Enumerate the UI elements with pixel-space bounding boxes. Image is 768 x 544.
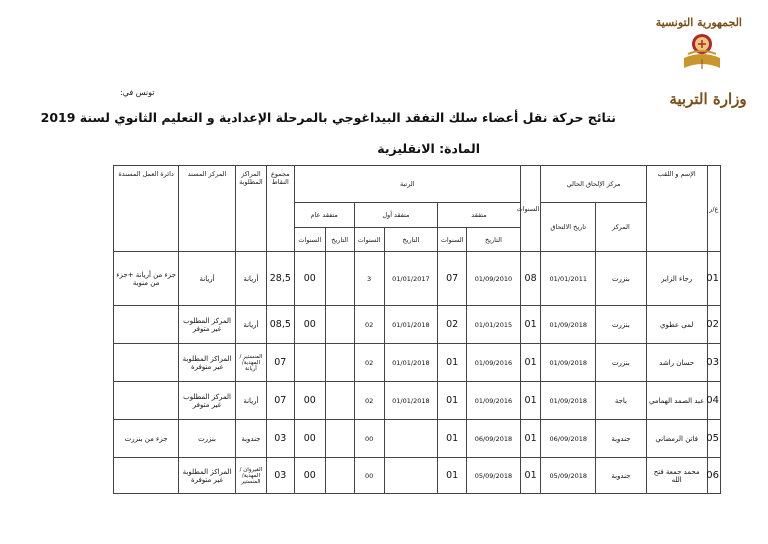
row-first-years: 00 [354,458,384,494]
header-first-date: التاريخ [384,228,438,252]
row-gen-years: 00 [294,382,325,420]
row-first-date: 01/01/2018 [384,306,438,344]
republic-label: الجمهورية التونسية [655,16,742,29]
row-area [114,344,179,382]
row-num: 02 [707,306,720,344]
row-requested: أريانة [235,382,266,420]
row-assigned: المركز المطلوب غير متوفر [179,306,236,344]
header-gen-date: التاريخ [325,228,354,252]
row-gen-years: 00 [294,458,325,494]
row-center: جندوبة [596,458,647,494]
row-first-years: 02 [354,344,384,382]
row-first-years: 02 [354,306,384,344]
row-area: جزء من بنزرت [114,420,179,458]
row-center: بنزرت [596,306,647,344]
row-insp-years: 01 [438,344,467,382]
row-requested: القيروان /المهدية/ المنستير [235,458,266,494]
row-gen-date [325,420,354,458]
row-points: 08,5 [266,306,294,344]
row-assigned: المراكز المطلوبة غير متوفرة [179,344,236,382]
header-insp-date: التاريخ [467,228,521,252]
row-name: لمى عطوي [646,306,707,344]
row-center: بنزرت [596,252,647,306]
row-first-years: 02 [354,382,384,420]
row-points: 03 [266,458,294,494]
header-join-date: تاريخ الالتحاق [541,203,596,252]
row-area [114,306,179,344]
row-insp-years: 01 [438,382,467,420]
row-insp-years: 02 [438,306,467,344]
table-row [114,252,721,306]
ministry-emblem-icon [680,28,724,74]
row-insp-date: 05/09/2018 [467,458,521,494]
row-assigned: بنزرت [179,420,236,458]
row-gen-years: 00 [294,306,325,344]
row-points: 03 [266,420,294,458]
row-first-years: 3 [354,252,384,306]
header-first-inspector: متفقد أول [354,203,438,228]
row-insp-date: 01/09/2010 [467,252,521,306]
row-num: 05 [707,420,720,458]
subject-line: المادة: الانقليزية [377,141,480,156]
row-name: عبد الصمد الهمامي [646,382,707,420]
row-points: 28,5 [266,252,294,306]
row-join-date: 05/09/2018 [541,458,596,494]
row-center: جندوبة [596,420,647,458]
row-num: 04 [707,382,720,420]
row-gen-date [325,458,354,494]
header-rank: الرتبة [294,166,520,203]
row-years: 01 [520,420,541,458]
table-row [114,458,721,494]
row-num: 01 [707,252,720,306]
row-points: 07 [266,344,294,382]
row-insp-date: 01/09/2016 [467,382,521,420]
row-gen-date [325,344,354,382]
row-assigned: المركز المطلوب غير متوفر [179,382,236,420]
row-insp-date: 06/09/2018 [467,420,521,458]
row-insp-date: 01/09/2016 [467,344,521,382]
row-first-date [384,458,438,494]
row-num: 03 [707,344,720,382]
row-name: حسان راشد [646,344,707,382]
row-requested: جندوبة [235,420,266,458]
header-inspector: متفقد [438,203,521,228]
row-join-date: 01/09/2018 [541,344,596,382]
row-first-date: 01/01/2018 [384,344,438,382]
row-first-date: 01/01/2017 [384,252,438,306]
row-assigned: أريانة [179,252,236,306]
row-area: جزء من أريانة +جزء من منوبة [114,252,179,306]
header-current-center: مركز الإلحاق الحالي [541,166,646,203]
row-name: رجاء الزاير [646,252,707,306]
row-first-date: 01/01/2018 [384,382,438,420]
header-first-years: السنوات [354,228,384,252]
row-gen-years: 00 [294,420,325,458]
row-years: 08 [520,252,541,306]
row-insp-years: 01 [438,458,467,494]
header-general-inspector: متفقد عام [294,203,354,228]
header-work-area: دائرة العمل المسندة [114,166,179,252]
row-requested: أريانة [235,306,266,344]
header-years: السنوات [520,166,541,252]
row-insp-years: 07 [438,252,467,306]
row-first-years: 00 [354,420,384,458]
date-place-label: تونس في: [120,88,155,97]
results-table [113,165,721,494]
table-row [114,344,721,382]
table-row [114,306,721,344]
row-insp-years: 01 [438,420,467,458]
table-row [114,382,721,420]
header-name: الإسم و اللقب [646,166,707,252]
row-join-date: 01/09/2018 [541,382,596,420]
row-gen-years: 00 [294,252,325,306]
row-years: 01 [520,344,541,382]
row-first-date [384,420,438,458]
row-num: 06 [707,458,720,494]
row-years: 01 [520,306,541,344]
header-center: المركز [596,203,647,252]
ministry-label: وزارة التربية [669,90,747,108]
row-gen-date [325,252,354,306]
row-insp-date: 01/01/2015 [467,306,521,344]
row-years: 01 [520,458,541,494]
row-join-date: 01/01/2011 [541,252,596,306]
document-title: نتائج حركة نقل أعضاء سلك التفقد البيداغوجي بالمرحلة الإعدادية و التعليم الثانوي لسنة 2019 [40,110,616,125]
header-num: ع/ر [707,166,720,252]
row-requested: أريانة [235,252,266,306]
row-center: باجة [596,382,647,420]
row-assigned: المراكز المطلوبة غير متوفرة [179,458,236,494]
row-join-date: 01/09/2018 [541,306,596,344]
row-name: فاتن الرمضاني [646,420,707,458]
row-points: 07 [266,382,294,420]
row-join-date: 06/09/2018 [541,420,596,458]
row-gen-years [294,344,325,382]
row-name: محمد جمعة فتح الله [646,458,707,494]
header-insp-years: السنوات [438,228,467,252]
row-gen-date [325,306,354,344]
header-row-1 [114,166,721,203]
row-area [114,458,179,494]
row-area [114,382,179,420]
table-row [114,420,721,458]
header-gen-years: السنوات [294,228,325,252]
row-years: 01 [520,382,541,420]
row-center: بنزرت [596,344,647,382]
row-requested: المنستير /المهدية/ أريانة [235,344,266,382]
header-total-points: مجموع النقاط [266,166,294,252]
header-assigned-center: المركز المسند [179,166,236,252]
header-requested-centers: المراكز المطلوبة [235,166,266,252]
row-gen-date [325,382,354,420]
